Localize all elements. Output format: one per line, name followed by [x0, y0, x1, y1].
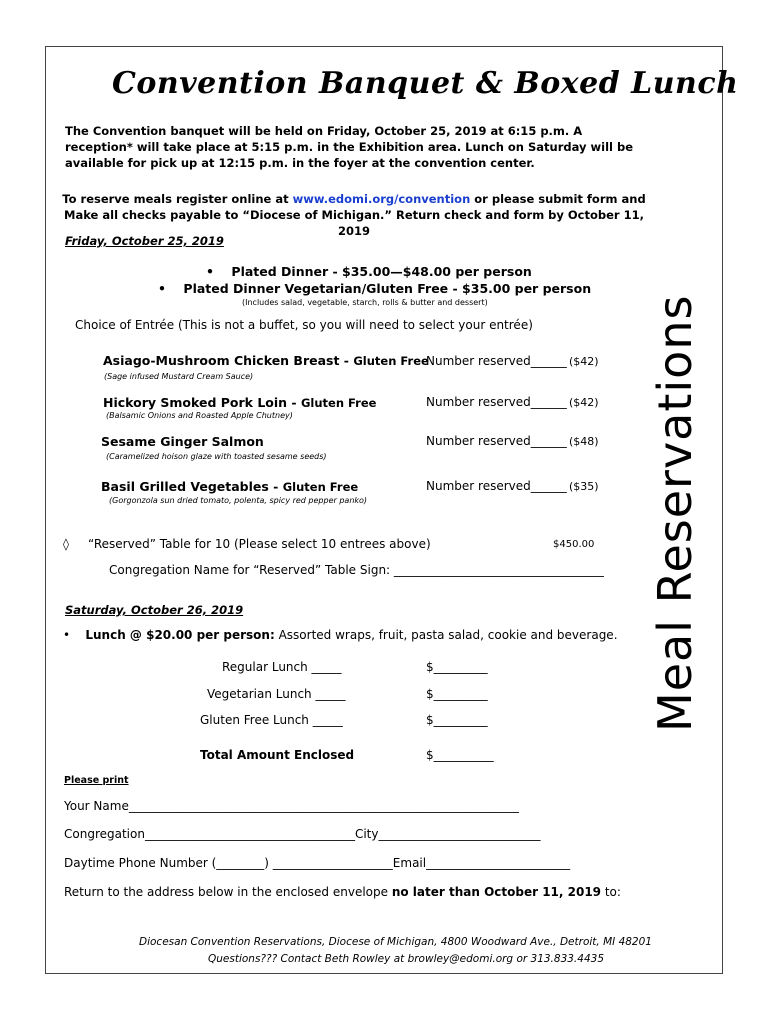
- footer-contact: Questions??? Contact Beth Rowley at browley@edomi.org or 313.833.4435: [208, 953, 604, 965]
- entree-desc-2: (Balsamic Onions and Roasted Apple Chutney): [106, 411, 293, 420]
- register-link[interactable]: www.edomi.org/convention: [292, 192, 471, 206]
- friday-heading: Friday, October 25, 2019: [65, 234, 224, 248]
- gluten-free-lunch-field[interactable]: Gluten Free Lunch _____: [200, 713, 343, 727]
- lunch-description: Assorted wraps, fruit, pasta salad, cookie and beverage.: [274, 628, 618, 642]
- reserve-text-pre: To reserve meals register online at: [62, 192, 293, 206]
- plated-dinner-veg-label: Plated Dinner Vegetarian/Gluten Free - $35.00 per person: [183, 281, 592, 296]
- entree-name-1: Asiago-Mushroom Chicken Breast - Gluten Free: [103, 353, 429, 368]
- entree-desc-1: (Sage infused Mustard Cream Sauce): [104, 372, 254, 381]
- entree-reserved-2[interactable]: Number reserved______: [426, 395, 567, 409]
- return-instructions: Return to the address below in the enclosed envelope no later than October 11, 2019 to:: [64, 885, 621, 899]
- total-amount-field[interactable]: $__________: [426, 748, 494, 762]
- entree-reserved-3[interactable]: Number reserved______: [426, 434, 567, 448]
- reserved-table-label: “Reserved” Table for 10 (Please select 10 entrees above): [88, 537, 431, 551]
- includes-note: (Includes salad, vegetable, starch, rolls & butter and dessert): [242, 298, 488, 307]
- reserve-text-post: or please submit form and: [470, 192, 646, 206]
- reserved-table-price: $450.00: [553, 539, 595, 550]
- please-print-label: Please print: [64, 775, 129, 786]
- vegetarian-lunch-field[interactable]: Vegetarian Lunch _____: [207, 687, 346, 701]
- congregation-sign-field[interactable]: Congregation Name for “Reserved” Table Sign: ___________________________________: [109, 563, 604, 577]
- entree-name-3: Sesame Ginger Salmon: [101, 434, 264, 449]
- regular-lunch-field[interactable]: Regular Lunch _____: [222, 660, 342, 674]
- entree-desc-3: (Caramelized hoison glaze with toasted sesame seeds): [106, 452, 327, 461]
- entree-reserved-1[interactable]: Number reserved______: [426, 354, 567, 368]
- vegetarian-lunch-amount[interactable]: $_________: [426, 687, 488, 701]
- saturday-heading: Saturday, October 26, 2019: [65, 603, 244, 617]
- entree-desc-4: (Gorgonzola sun dried tomato, polenta, spicy red pepper panko): [109, 496, 368, 505]
- friday-bullet-2: • Plated Dinner Vegetarian/Gluten Free - $35.00 per person: [158, 281, 592, 296]
- gluten-free-lunch-amount[interactable]: $_________: [426, 713, 488, 727]
- entree-reserved-4[interactable]: Number reserved______: [426, 479, 567, 493]
- entree-choice-instruction: Choice of Entrée (This is not a buffet, so you will need to select your entrée): [75, 318, 533, 332]
- reserve-instructions: [60, 191, 648, 239]
- your-name-field[interactable]: Your Name_________________________________________________________________: [64, 799, 519, 813]
- entree-price-3: ($48): [569, 435, 599, 448]
- entree-name-2: Hickory Smoked Pork Loin - Gluten Free: [103, 395, 377, 410]
- entree-price-4: ($35): [569, 480, 599, 493]
- regular-lunch-amount[interactable]: $_________: [426, 660, 488, 674]
- saturday-lunch-line: • Lunch @ $20.00 per person: Assorted wraps, fruit, pasta salad, cookie and beverage.: [63, 628, 618, 642]
- entree-price-1: ($42): [569, 355, 599, 368]
- footer-address: Diocesan Convention Reservations, Diocese of Michigan, 4800 Woodward Ave., Detroit, MI 48201: [139, 936, 652, 948]
- congregation-city-field[interactable]: Congregation___________________________________City___________________________: [64, 827, 541, 841]
- entree-price-2: ($42): [569, 396, 599, 409]
- intro-paragraph: The Convention banquet will be held on Friday, October 25, 2019 at 6:15 p.m. A reception* will take place at 5:15 p.m. in the Exhibition area. Lunch on Saturday will be available for pick up at 12:15 p.m. in the foyer at the convention center.: [65, 124, 634, 170]
- total-amount-label: Total Amount Enclosed: [200, 748, 355, 762]
- lunch-price-label: Lunch @ $20.00 per person:: [85, 628, 275, 642]
- friday-bullet-1: • Plated Dinner - $35.00—$48.00 per person: [206, 264, 532, 279]
- page-title: Convention Banquet & Boxed Lunch: [112, 66, 739, 101]
- meal-reservations-side-title: Meal Reservations: [648, 294, 702, 732]
- reserve-checks-text: Make all checks payable to “Diocese of Michigan.” Return check and form by October 11, 2019: [64, 208, 644, 238]
- entree-name-4: Basil Grilled Vegetables - Gluten Free: [101, 479, 359, 494]
- phone-email-field[interactable]: Daytime Phone Number (________) ____________________Email________________________: [64, 856, 571, 870]
- plated-dinner-label: Plated Dinner - $35.00—$48.00 per person: [231, 264, 532, 279]
- diamond-icon: ◊: [63, 537, 69, 551]
